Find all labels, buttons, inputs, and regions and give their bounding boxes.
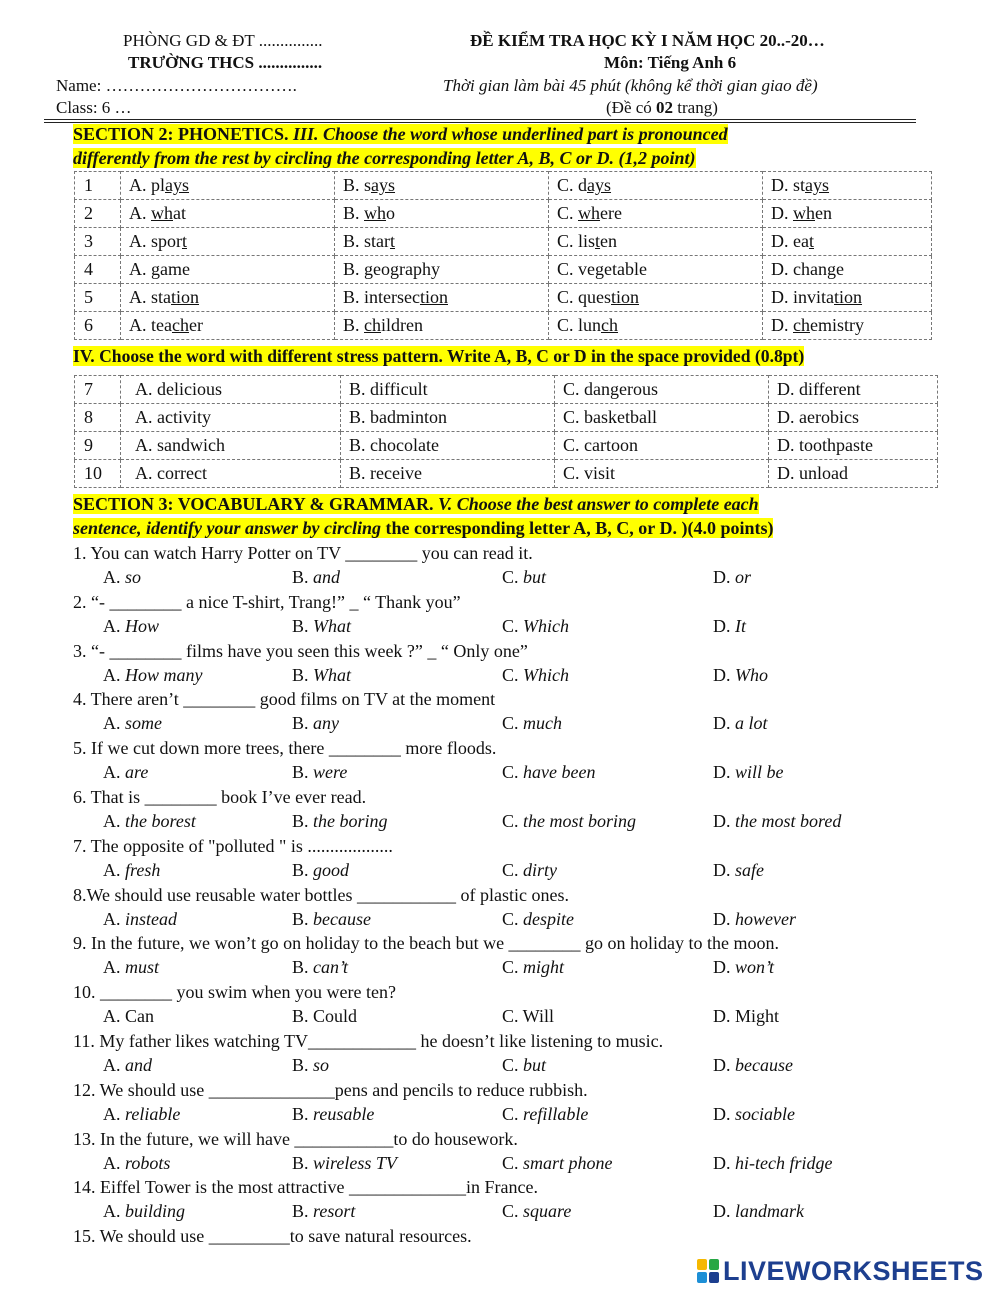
answer-option[interactable]: B. who (335, 200, 549, 228)
section2-title: SECTION 2: PHONETICS (73, 124, 285, 144)
answer-option[interactable]: C. despite (502, 908, 575, 929)
question-text: 9. In the future, we won’t go on holiday to the beach but we ________ go on holiday to the moon. (73, 933, 780, 954)
answer-option[interactable]: B. children (335, 312, 549, 340)
question-number: 10 (75, 460, 121, 488)
answer-option[interactable]: C. but (502, 1055, 547, 1075)
underlined-part: t (182, 231, 188, 251)
underlined-part: tion (611, 287, 640, 307)
answer-option[interactable]: B. can’t (292, 957, 349, 978)
answer-option[interactable]: C. listen (549, 228, 763, 256)
section2-instr1: III. Choose the word whose underlined part is pronounced (288, 124, 728, 144)
question-number: 2 (75, 200, 121, 228)
answer-option[interactable]: D. or (713, 567, 752, 587)
answer-option[interactable]: D. won’t (713, 957, 775, 978)
answer-option[interactable]: D. because (713, 1055, 793, 1075)
answer-option[interactable]: D. a lot (713, 713, 768, 734)
answer-option[interactable]: C. Which (502, 615, 569, 636)
answer-option[interactable]: B. because (292, 908, 371, 929)
underlined-part: tion (171, 287, 200, 307)
phonetics-row (75, 312, 932, 340)
question-number: 1 (75, 172, 121, 200)
answer-option[interactable]: D. chemistry (763, 312, 932, 340)
section2-instr2: differently from the rest by circling the corresponding letter A, B, C or D. (1,2 point) (73, 148, 696, 168)
answer-option[interactable]: B. were (292, 762, 348, 783)
answer-option[interactable]: C. refillable (502, 1103, 589, 1124)
underlined-part: g (151, 259, 160, 279)
section2-heading: SECTION 2: PHONETICS. III. Choose the word whose underlined part is pronounced (73, 124, 728, 144)
answer-option[interactable]: C. Which (502, 664, 569, 685)
answer-option[interactable]: A. are (103, 762, 149, 783)
answer-option[interactable]: B. start (335, 228, 549, 256)
underlined-part: ch (364, 315, 382, 335)
answer-option[interactable]: B. badminton (341, 404, 555, 432)
underlined-part: ch (601, 315, 619, 335)
answer-option[interactable]: B. the boring (292, 811, 388, 831)
answer-option[interactable]: A. station (121, 284, 335, 312)
phonetics-table (74, 171, 932, 340)
answer-option[interactable]: B. says (335, 172, 549, 200)
section3-heading: SECTION 3: VOCABULARY & GRAMMAR. V. Choose the best answer to complete each (73, 494, 759, 514)
question-text: 11. My father likes watching TV____________ he doesn’t like listening to music. (73, 1031, 664, 1051)
school-label: TRƯỜNG THCS ............... (128, 53, 323, 72)
answer-option[interactable]: B. What (292, 664, 352, 685)
underlined-part: ch (793, 315, 810, 335)
answer-option[interactable]: C. much (502, 713, 563, 734)
answer-option[interactable]: B. and (292, 567, 341, 587)
underlined-part: ays (587, 175, 612, 195)
underlined-part: wh (793, 203, 815, 223)
liveworksheets-logo: LIVEWORKSHEETS (697, 1256, 984, 1287)
question-text: 2. “- ________ a nice T-shirt, Trang!” _ “ Thank you” (73, 591, 461, 612)
time-label: Thời gian làm bài 45 phút (không kể thời gian giao đề) (443, 76, 818, 95)
answer-option[interactable]: A. robots (103, 1152, 171, 1173)
answer-option[interactable]: D. however (713, 908, 796, 929)
answer-option[interactable]: A. what (121, 200, 335, 228)
question-number: 7 (75, 376, 121, 404)
answer-option[interactable]: C. have been (502, 762, 596, 783)
answer-option[interactable]: D. when (763, 200, 932, 228)
answer-option[interactable]: A. How (103, 615, 160, 636)
answer-option[interactable]: C. lunch (549, 312, 763, 340)
question-text: 7. The opposite of "polluted " is ................... (73, 835, 393, 856)
answer-option[interactable]: A. delicious (121, 376, 341, 404)
question-text: 12. We should use ______________pens and pencils to reduce rubbish. (73, 1079, 588, 1100)
answer-option[interactable]: D. sociable (713, 1103, 795, 1124)
question-number: 9 (75, 432, 121, 460)
answer-option[interactable]: D. unload (769, 460, 938, 488)
underlined-part: tion (419, 287, 448, 307)
answer-option[interactable]: B. Could (292, 1006, 358, 1027)
answer-option[interactable]: B. intersection (335, 284, 549, 312)
answer-option[interactable]: B. wireless TV (292, 1152, 397, 1173)
answer-option[interactable]: B. receive (341, 460, 555, 488)
question-text: 10. ________ you swim when you were ten? (73, 982, 396, 1003)
question-text: 3. “- ________ films have you seen this week ?” _ “ Only one” (73, 640, 528, 661)
answer-option[interactable]: B. resort (292, 1201, 356, 1222)
answer-option[interactable]: D. stays (763, 172, 932, 200)
question-number: 6 (75, 312, 121, 340)
page-count: (Đề có 02 trang) (606, 98, 718, 117)
answer-option[interactable]: B. chocolate (341, 432, 555, 460)
answer-option[interactable]: C. dangerous (555, 376, 769, 404)
answer-option[interactable]: C. vegetable (549, 256, 763, 284)
answer-option[interactable]: A. must (103, 957, 160, 978)
answer-option[interactable]: C. visit (555, 460, 769, 488)
question-number: 8 (75, 404, 121, 432)
phonetics-row (75, 172, 932, 200)
stress-row (75, 432, 938, 460)
answer-option[interactable]: C. but (502, 567, 547, 587)
exam-title: ĐỀ KIỂM TRA HỌC KỲ I NĂM HỌC 20..-20… (470, 31, 825, 50)
answer-option[interactable]: C. days (549, 172, 763, 200)
answer-option[interactable]: D. aerobics (769, 404, 938, 432)
question-text: 15. We should use _________to save natural resources. (73, 1226, 472, 1247)
phonetics-row (75, 228, 932, 256)
answer-option[interactable]: A. sport (121, 228, 335, 256)
answer-option[interactable]: A. activity (121, 404, 341, 432)
underlined-part: t (808, 231, 814, 251)
question-text: 1. You can watch Harry Potter on TV ________ you can read it. (73, 543, 533, 563)
underlined-part: t (595, 231, 601, 251)
answer-option[interactable]: C. the most boring (502, 811, 637, 831)
answer-option[interactable]: D. landmark (713, 1201, 804, 1222)
answer-option[interactable]: D. the most bored (713, 811, 842, 831)
answer-option[interactable]: C. dirty (502, 859, 558, 880)
underlined-part: g (826, 259, 836, 279)
stress-table (74, 375, 938, 488)
answer-option[interactable]: C. where (549, 200, 763, 228)
underlined-part: wh (151, 203, 173, 223)
answer-option[interactable]: D. will be (713, 762, 784, 783)
answer-option[interactable]: B. any (292, 713, 340, 734)
answer-option[interactable]: C. square (502, 1201, 572, 1222)
class-field: Class: 6 … (56, 98, 132, 117)
underlined-part: ays (371, 175, 396, 195)
answer-option[interactable]: C. smart phone (502, 1152, 613, 1173)
answer-option[interactable]: D. hi-tech fridge (713, 1152, 833, 1173)
answer-option[interactable]: B. difficult (341, 376, 555, 404)
underlined-part: t (390, 231, 396, 251)
answer-option[interactable]: D. It (713, 615, 746, 636)
answer-option[interactable]: C. question (549, 284, 763, 312)
answer-option[interactable]: D. invitation (763, 284, 932, 312)
phonetics-row (75, 200, 932, 228)
answer-option[interactable]: A. fresh (103, 859, 161, 880)
underlined-part: ch (171, 315, 189, 335)
answer-option[interactable]: D. different (769, 376, 938, 404)
answer-option[interactable]: A. How many (103, 664, 203, 685)
answer-option[interactable]: A. some (103, 713, 162, 734)
answer-option[interactable]: B. good (292, 859, 350, 880)
underlined-part: wh (578, 203, 601, 223)
question-number: 5 (75, 284, 121, 312)
answer-option[interactable]: A. and (103, 1055, 152, 1075)
underlined-part: ays (165, 175, 189, 195)
answer-option[interactable]: D. toothpaste (769, 432, 938, 460)
answer-option[interactable]: A. correct (121, 460, 341, 488)
dept-label: PHÒNG GD & ĐT ............... (123, 31, 323, 50)
answer-option[interactable]: C. Will (502, 1006, 554, 1027)
answer-option[interactable]: A. so (103, 567, 142, 587)
answer-option[interactable]: C. cartoon (555, 432, 769, 460)
stress-row (75, 404, 938, 432)
phonetics-row (75, 256, 932, 284)
answer-option[interactable]: D. eat (763, 228, 932, 256)
header-rule-top (44, 119, 916, 120)
answer-option[interactable]: B. so (292, 1055, 330, 1075)
question-text: 14. Eiffel Tower is the most attractive _____________in France. (73, 1177, 538, 1198)
underlined-part: tion (834, 287, 863, 307)
underlined-part: ays (805, 175, 830, 195)
answer-option[interactable]: A. Can (103, 1006, 154, 1027)
question-number: 3 (75, 228, 121, 256)
liveworksheets-icon (697, 1259, 719, 1283)
answer-option[interactable]: D. change (763, 256, 932, 284)
answer-option[interactable]: D. safe (713, 859, 764, 880)
answer-option[interactable]: A. instead (103, 908, 177, 929)
section3-instr2: sentence, identify your answer by circling the corresponding letter A, B, C, or D. )(4.0 points) (73, 518, 774, 538)
underlined-part: g (364, 259, 374, 279)
answer-option[interactable]: B. geography (335, 256, 549, 284)
answer-option[interactable]: B. What (292, 615, 352, 636)
subject-label: Môn: Tiếng Anh 6 (604, 53, 737, 72)
question-text: 8.We should use reusable water bottles ___________ of plastic ones. (73, 884, 569, 905)
header-rule-bottom (44, 122, 916, 123)
answer-option[interactable]: D. Might (713, 1006, 780, 1027)
answer-option[interactable]: C. basketball (555, 404, 769, 432)
question-text: 5. If we cut down more trees, there ________ more floods. (73, 738, 497, 759)
underlined-part: g (595, 259, 604, 279)
phonetics-row (75, 284, 932, 312)
answer-option[interactable]: A. reliable (103, 1103, 181, 1124)
answer-option[interactable]: D. Who (713, 664, 768, 685)
section4-heading: IV. Choose the word with different stress pattern. Write A, B, C or D in the space provided (0.8pt) (73, 346, 805, 366)
answer-option[interactable]: A. sandwich (121, 432, 341, 460)
answer-option[interactable]: A. building (103, 1201, 186, 1222)
answer-option[interactable]: B. reusable (292, 1103, 375, 1124)
underlined-part: wh (364, 203, 387, 223)
stress-row (75, 460, 938, 488)
question-text: 13. In the future, we will have ___________to do housework. (73, 1128, 518, 1149)
question-text: 4. There aren’t ________ good films on TV at the moment (73, 689, 496, 710)
question-number: 4 (75, 256, 121, 284)
answer-option[interactable]: A. the borest (103, 811, 196, 831)
answer-option[interactable]: A. game (121, 256, 335, 284)
name-field: Name: ……………………………. (56, 76, 297, 95)
question-text: 6. That is ________ book I’ve ever read. (73, 787, 367, 807)
answer-option[interactable]: A. plays (121, 172, 335, 200)
stress-row (75, 376, 938, 404)
answer-option[interactable]: C. might (502, 957, 565, 978)
answer-option[interactable]: A. teacher (121, 312, 335, 340)
